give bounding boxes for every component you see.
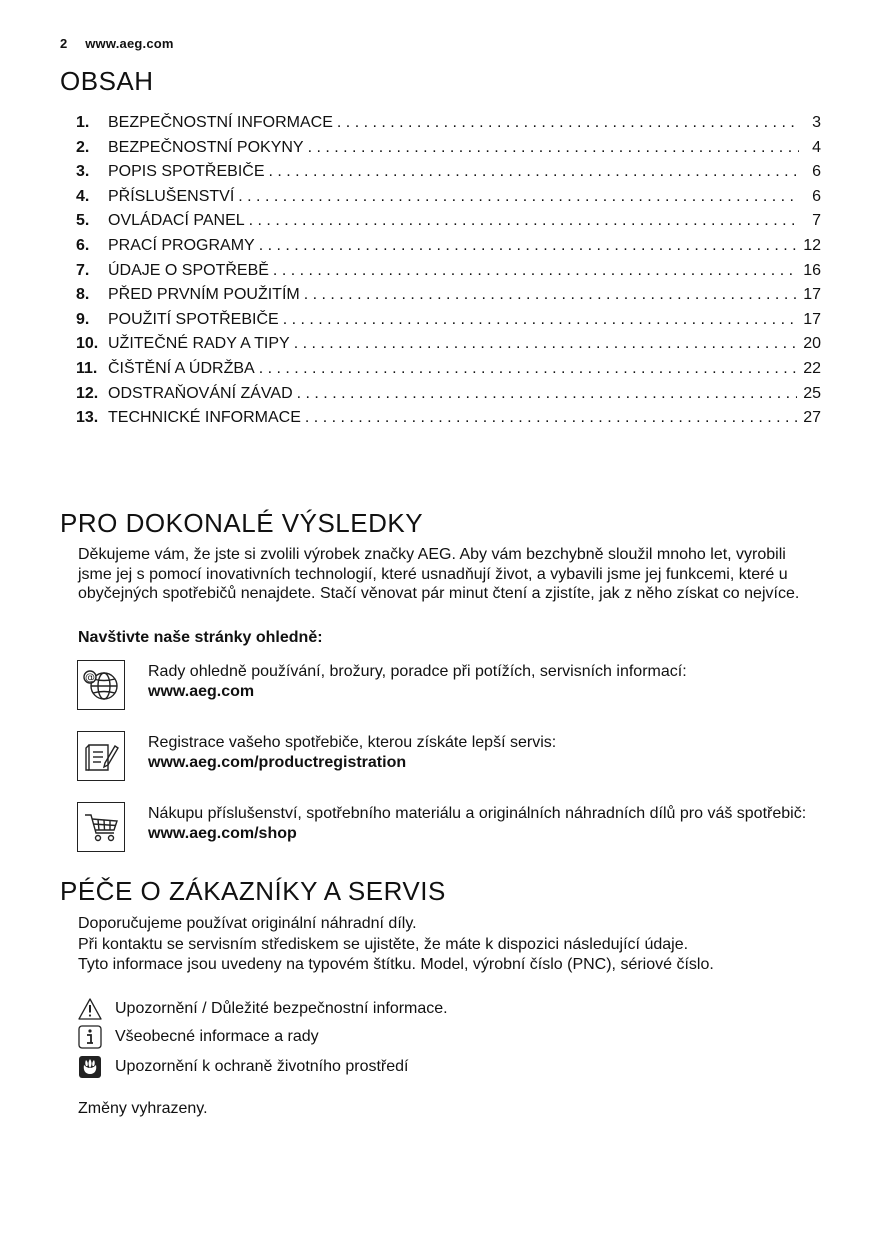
registration-link[interactable]: www.aeg.com/productregistration xyxy=(148,754,407,771)
results-heading: PRO DOKONALÉ VÝSLEDKY xyxy=(60,508,424,538)
globe-at-icon xyxy=(77,660,125,710)
toc-item-number: 4. xyxy=(76,187,90,205)
toc-item-number: 11. xyxy=(76,359,98,377)
toc-item-title: ODSTRAŇOVÁNÍ ZÁVAD xyxy=(108,384,293,402)
toc-item-page: 7 xyxy=(812,212,821,230)
toc-item-title: BEZPEČNOSTNÍ POKYNY xyxy=(108,138,304,156)
symbol-warning-label: Upozornění / Důležité bezpečnostní informace. xyxy=(115,1000,448,1017)
symbol-info-row xyxy=(77,1024,319,1050)
toc-leader-dots xyxy=(259,360,798,378)
care-line: Při kontaktu se servisním střediskem se ujistěte, že máte k dispozici následující údaje. xyxy=(78,935,689,953)
header-website: www.aeg.com xyxy=(85,36,174,51)
toc-leader-dots xyxy=(259,237,798,255)
toc-item[interactable] xyxy=(76,139,821,164)
toc-item-title: POUŽITÍ SPOTŘEBIČE xyxy=(108,310,279,328)
toc-item-number: 9. xyxy=(76,310,90,328)
toc-leader-dots xyxy=(268,163,799,181)
toc-item-page: 17 xyxy=(803,286,821,304)
toc-item-number: 2. xyxy=(76,138,90,156)
toc-item-number: 8. xyxy=(76,286,90,304)
toc-item-title: PŘÍSLUŠENSTVÍ xyxy=(108,187,235,205)
toc-item[interactable] xyxy=(76,163,821,188)
toc-item-page: 3 xyxy=(812,114,821,131)
web-link[interactable]: www.aeg.com xyxy=(148,683,255,700)
toc-item-page: 12 xyxy=(803,236,821,254)
toc-item[interactable] xyxy=(76,212,821,237)
toc-item[interactable] xyxy=(76,262,821,287)
toc-item-page: 6 xyxy=(812,163,821,181)
registration-form-icon xyxy=(77,731,125,781)
care-text xyxy=(78,914,823,976)
care-heading: PÉČE O ZÁKAZNÍKY A SERVIS xyxy=(60,876,446,906)
changes-note: Změny vyhrazeny. xyxy=(78,1100,208,1117)
toc-item-number: 3. xyxy=(76,163,90,181)
toc-item-number: 13. xyxy=(76,409,99,427)
toc-item-number: 6. xyxy=(76,236,90,254)
toc-item-page: 16 xyxy=(803,261,821,279)
toc-leader-dots xyxy=(337,114,799,132)
toc-item[interactable] xyxy=(76,237,821,262)
care-line: Tyto informace jsou uvedeny na typovém štítku. Model, výrobní číslo (PNC), sériové číslo. xyxy=(78,956,714,973)
toc-item[interactable] xyxy=(76,385,821,410)
page-number: 2 xyxy=(60,36,68,51)
care-line: Doporučujeme používat originální náhradní díly. xyxy=(78,915,417,932)
visit-label: Navštivte naše stránky ohledně: xyxy=(78,629,323,646)
toc-item[interactable] xyxy=(76,409,821,434)
toc-leader-dots xyxy=(305,409,797,427)
toc-item-page: 4 xyxy=(812,138,821,156)
toc-item[interactable] xyxy=(76,360,821,385)
toc-item-title: TECHNICKÉ INFORMACE xyxy=(108,409,301,427)
shop-text: Nákupu příslušenství, spotřebního materiálu a originálních náhradních dílů pro váš spotřebič: xyxy=(148,805,807,822)
symbol-info-label: Všeobecné informace a rady xyxy=(115,1028,319,1045)
warning-triangle-icon xyxy=(77,997,103,1021)
toc-leader-dots xyxy=(249,212,799,230)
toc-item-number: 7. xyxy=(76,261,90,279)
results-intro: Děkujeme vám, že jste si zvolili výrobek značky AEG. Aby vám bezchybně sloužil mnoho let, vyrobili jsme jej s pomocí inovativních technologií, které usnadňují život, a vybavili jsme jej funkcemi, které u obyčejných spotřebičů nenajdete. Stačí věnovat pár minut čtení a zjistíte, jak z něho získat co nejvíce. xyxy=(78,546,800,602)
shopping-cart-icon xyxy=(77,802,125,852)
toc-leader-dots xyxy=(238,188,799,206)
toc-heading: OBSAH xyxy=(60,66,154,96)
toc-leader-dots xyxy=(297,385,798,403)
toc-item[interactable] xyxy=(76,311,821,336)
toc-item[interactable] xyxy=(76,335,821,360)
toc-item-title: POPIS SPOTŘEBIČE xyxy=(108,163,265,181)
toc-item-page: 17 xyxy=(803,310,821,328)
info-icon xyxy=(77,1025,103,1049)
toc-item-title: ČIŠTĚNÍ A ÚDRŽBA xyxy=(108,359,255,377)
toc-leader-dots xyxy=(273,262,797,280)
toc-item-page: 25 xyxy=(803,384,821,402)
toc-item-title: BEZPEČNOSTNÍ INFORMACE xyxy=(108,114,333,131)
toc-item[interactable] xyxy=(76,114,821,139)
toc-item-page: 20 xyxy=(803,335,821,353)
toc-item-page: 6 xyxy=(812,187,821,205)
table-of-contents xyxy=(76,114,821,434)
toc-item-number: 10. xyxy=(76,335,99,353)
toc-item-number: 1. xyxy=(76,114,90,131)
shop-link[interactable]: www.aeg.com/shop xyxy=(148,825,297,842)
toc-item[interactable] xyxy=(76,286,821,311)
toc-item[interactable] xyxy=(76,188,821,213)
web-info-text: Rady ohledně používání, brožury, poradce při potížích, servisních informací: xyxy=(148,663,687,680)
registration-text: Registrace vašeho spotřebiče, kterou získáte lepší servis: xyxy=(148,734,557,751)
toc-leader-dots xyxy=(308,139,799,157)
toc-item-title: ÚDAJE O SPOTŘEBĚ xyxy=(108,261,269,279)
toc-item-number: 5. xyxy=(76,212,90,230)
symbol-warning-row xyxy=(77,996,448,1022)
toc-leader-dots xyxy=(294,335,798,353)
symbol-environment-label: Upozornění k ochraně životního prostředí xyxy=(115,1058,409,1075)
toc-item-page: 22 xyxy=(803,359,821,377)
toc-item-title: OVLÁDACÍ PANEL xyxy=(108,212,245,230)
toc-item-title: PŘED PRVNÍM POUŽITÍM xyxy=(108,286,300,304)
environment-icon xyxy=(77,1055,103,1079)
toc-item-number: 12. xyxy=(76,384,99,402)
toc-item-title: UŽITEČNÉ RADY A TIPY xyxy=(108,335,290,353)
symbol-environment-row xyxy=(77,1054,409,1080)
svg-text:@: @ xyxy=(85,672,95,684)
toc-item-title: PRACÍ PROGRAMY xyxy=(108,236,255,254)
toc-item-page: 27 xyxy=(803,409,821,427)
page-header xyxy=(60,36,174,51)
toc-leader-dots xyxy=(283,311,798,329)
toc-leader-dots xyxy=(304,286,797,304)
